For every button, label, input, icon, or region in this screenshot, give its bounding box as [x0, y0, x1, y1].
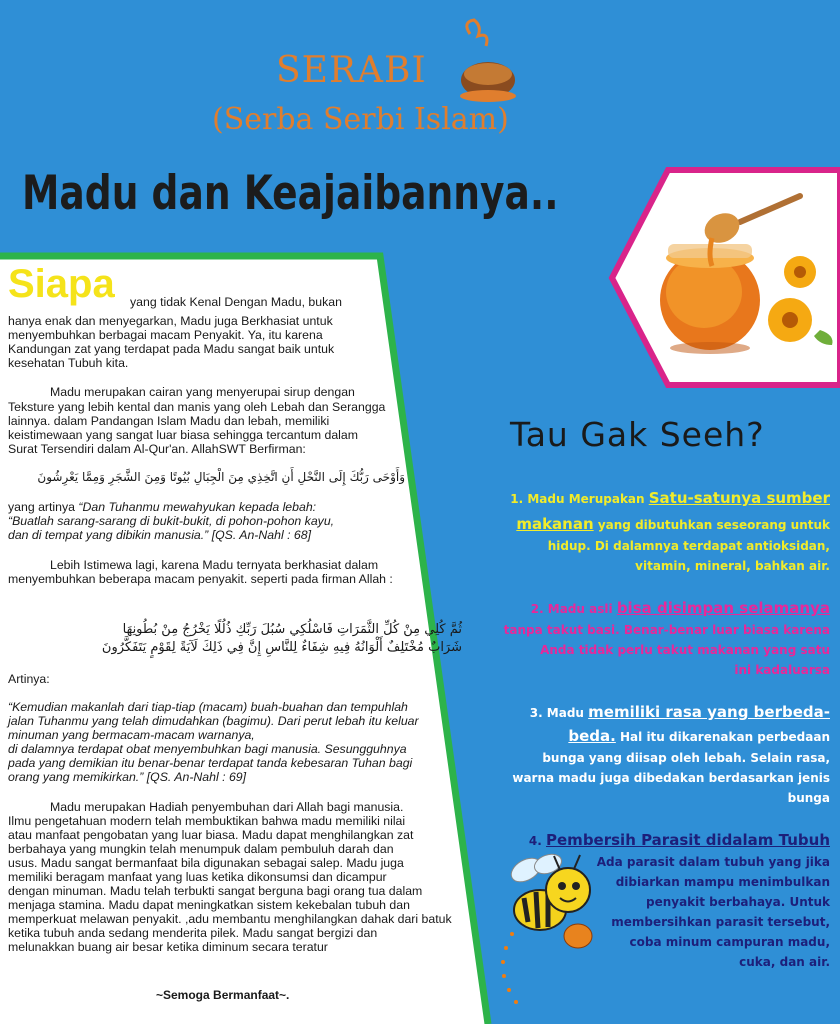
fact-1-line: vitamin, mineral, bahkan air.	[635, 559, 830, 573]
fact-4-prefix: 4.	[528, 834, 547, 848]
arabic-verse: ثُمَّ كُلِي مِنْ كُلِّ الثَّمَرَاتِ فَاسْلُكِي سُبُلَ رَبِّكِ ذُلُلًا يَخْرُجُ مِنْ بُطُونِهَا	[122, 622, 462, 637]
fact-1-prefix: 1. Madu Merupakan	[510, 492, 649, 506]
article-line: kesehatan Tubuh kita.	[8, 356, 129, 370]
fact-4-line	[529, 830, 830, 851]
fact-3-highlight: beda.	[568, 727, 616, 745]
fact-2-line: ini kadaluarsa	[734, 663, 830, 677]
article-line: memiliki beragam manfaat yang luas ketika dikonsumsi dan dicampur	[8, 870, 387, 884]
brand-subtitle: (Serba Serbi Islam)	[212, 102, 509, 137]
fact-4-line: coba minum campuran madu,	[629, 935, 830, 949]
meaning-line: jalan Tuhanmu yang telah dimudahkan (bagimu). Dari perut lebah itu keluar	[8, 714, 419, 728]
article-line: Lebih Istimewa lagi, karena Madu ternyata berkhasiat dalam	[50, 558, 379, 572]
article-line: usus. Madu sangat bermanfaat bila digunakan sebagai salep. Madu juga	[8, 856, 404, 870]
fact-3-text: Hal itu dikarenakan perbedaan	[615, 730, 830, 744]
page-title: Madu dan Keajaibannya..	[22, 166, 559, 221]
meaning-line: “Kemudian makanlah dari tiap-tiap (macam) buah-buahan dan tempuhlah	[8, 700, 408, 714]
fact-4-line: Ada parasit dalam tubuh yang jika	[596, 855, 830, 869]
brand-title: SERABI	[276, 50, 427, 91]
article-line: berbahaya yang mungkin telah menumpuk dalam pembuluh darah dan	[8, 842, 394, 856]
article-line: Teksture yang lebih kental dan manis yang oleh Lebah dan Serangga	[8, 400, 386, 414]
article-line: yang tidak Kenal Dengan Madu, bukan	[130, 295, 342, 309]
fact-2-highlight: bisa disimpan selamanya	[616, 599, 830, 617]
meaning-text: “Dan Tuhanmu mewahyukan kepada lebah:	[78, 500, 317, 514]
fact-1-line	[516, 514, 830, 535]
article-line: memperkuat melawan penyakit. ,adu membantu menghilangkan dahak dari batuk	[8, 912, 452, 926]
article-line: ketika tubuh anda sedang menderita pilek. Madu sangat bergizi dan	[8, 926, 378, 940]
article-line: keistimewaan yang sangat luar biasa sehingga tercantum dalam	[8, 428, 358, 442]
bee-illustration	[501, 851, 592, 1004]
meaning-line: minuman yang bermacam-macam warnanya,	[8, 728, 255, 742]
arabic-verse: وَأَوْحَى رَبُّكَ إِلَى النَّحْلِ أَنِ اتَّخِذِي مِنَ الْجِبَالِ بُيُوتًا وَمِنَ الشَّجَرِ وَمِمَّا يَعْرِشُونَ	[37, 470, 405, 484]
artinya-label: Artinya:	[8, 672, 50, 686]
fact-4-highlight: Pembersih Parasit didalam Tubuh	[546, 831, 830, 849]
fact-3-line: warna madu juga dibedakan berdasarkan jenis	[512, 771, 830, 785]
fact-1-line: hidup. Di dalamnya terdapat antioksidan,	[547, 539, 830, 553]
meaning-line: “Buatlah sarang-sarang di bukit-bukit, di pohon-pohon kayu,	[8, 514, 335, 528]
article-line: lainnya. dalam Pandangan Islam Madu dan lebah, memiliki	[8, 414, 330, 428]
meaning-line: orang yang memikirkan.” [QS. An-Nahl : 69]	[8, 770, 247, 784]
fact-3-line	[568, 726, 830, 747]
fact-2-line: tanpa takut basi. Benar-benar luar biasa karena	[503, 623, 830, 637]
lead-word: Siapa	[8, 262, 115, 306]
article-line: atau manfaat pengobatan yang luar biasa. Madu dapat menghilangkan zat	[8, 828, 414, 842]
article-line: menyembuhkan berbagai macam Penyakit. Ya, itu karena	[8, 328, 323, 342]
article-line: Surat Tersendiri dalam Al-Qur'an. AllahSWT Berfirman:	[8, 442, 306, 456]
meaning-line: pada yang demikian itu benar-benar terdapat tanda kebesaran Tuhan bagi	[8, 756, 413, 770]
fact-4-line: penyakit berbahaya. Untuk	[645, 895, 830, 909]
meaning-line: di dalamnya terdapat obat menyembuhkan bagi manusia. Sesungguhnya	[8, 742, 407, 756]
fact-4-line: dibiarkan mampu menimbulkan	[615, 875, 830, 889]
fact-3-line: bunga	[787, 791, 830, 805]
fact-1-highlight: Satu-satunya sumber	[648, 489, 830, 507]
fact-3-prefix: 3. Madu	[529, 706, 589, 720]
article-line: melunakkan buang air besar ketika diminum secara teratur	[8, 940, 328, 954]
fact-1-text: yang dibutuhkan seseorang untuk	[593, 518, 830, 532]
article-line: hanya enak dan menyegarkan, Madu juga Berkhasiat untuk	[8, 314, 333, 328]
closing-text: ~Semoga Bermanfaat~.	[156, 988, 290, 1002]
facts-heading: Tau Gak Seeh?	[510, 415, 765, 454]
article-line: dengan minuman. Madu telah terbukti sangat berguna bagi orang tua dalam	[8, 884, 423, 898]
fact-4-line: membersihkan parasit tersebut,	[611, 915, 830, 929]
article-line: menyembuhkan beberapa macam penyakit. seperti pada firman Allah :	[8, 572, 393, 586]
article-line: Kandungan zat yang terdapat pada Madu sangat baik untuk	[8, 342, 335, 356]
article-line: Madu merupakan Hadiah penyembuhan dari Allah bagi manusia.	[50, 800, 404, 814]
article-line: Ilmu pengetahuan modern telah membuktikan bahwa madu memiliki nilai	[8, 814, 406, 828]
meaning-intro: yang artinya	[8, 500, 79, 514]
fact-1-highlight: makanan	[516, 515, 594, 533]
coffee-cup-icon	[460, 20, 516, 102]
meaning-line	[8, 500, 316, 515]
fact-4-line: cuka, dan air.	[739, 955, 830, 969]
meaning-line: dan di tempat yang dibikin manusia.” [QS. An-Nahl : 68]	[8, 528, 312, 542]
fact-1-line	[510, 488, 830, 509]
fact-3-line	[530, 702, 830, 723]
fact-3-line: bunga yang diisap oleh lebah. Selain rasa,	[542, 751, 830, 765]
fact-2-prefix: 2. Madu asli	[530, 602, 617, 616]
arabic-verse: شَرَابٌ مُخْتَلِفٌ أَلْوَانُهُ فِيهِ شِفَاءٌ لِلنَّاسِ إِنَّ فِي ذَلِكَ لَآيَةً لِقَوْمٍ يَتَفَكَّرُونَ	[101, 640, 462, 655]
fact-2-line: Anda tidak perlu takut makanan yang satu	[540, 643, 830, 657]
article-line: menjaga stamina. Madu dapat meningkatkan sistem kekebalan tubuh dan	[8, 898, 410, 912]
article-line: Madu merupakan cairan yang menyerupai sirup dengan	[50, 385, 355, 399]
fact-3-highlight: memiliki rasa yang berbeda-	[588, 703, 830, 721]
fact-2-line	[531, 598, 830, 619]
